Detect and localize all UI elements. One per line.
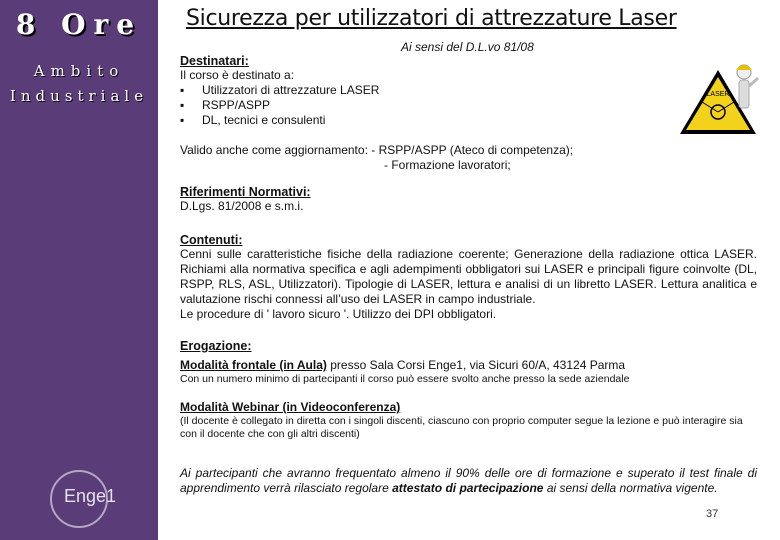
aggiornamento-line1: Valido anche come aggiornamento: - RSPP/ASPP (Ateco di competenza); [180, 143, 574, 157]
contenuti-heading: Contenuti: [180, 233, 243, 247]
destinatari-list [180, 83, 660, 128]
list-item: ▪ DL, tecnici e consulenti [180, 113, 326, 127]
course-scope-line2: Industriale [9, 87, 149, 105]
erogazione-section [180, 339, 757, 441]
frontale-line [180, 358, 757, 373]
contenuti-text: Cenni sulle caratteristiche fisiche della radiazione coerente; Generazione della radiazione ottica LASER. Richiami alla normativa specifica e agli adempimenti obbligatori sui LASER e principali figure coinvolte (DL, RSPP, RLS, ASL, Utilizzatori). Tipologie di LASER, lettura e analisi di un libretto LASER. Lettura analitica e valutazione rischi connessi all’uso dei LASER in campo industriale. [180, 247, 757, 306]
page-subtitle: Ai sensi del D.L.vo 81/08 [401, 40, 534, 54]
logo-text: Enge1 [64, 486, 117, 506]
sidebar [0, 0, 158, 540]
aggiornamento-line2: - Formazione lavoratori; [384, 158, 511, 172]
laser-warning-sign-icon [672, 56, 762, 146]
contenuti-section [180, 233, 757, 322]
attestato-bold: attestato di partecipazione [392, 481, 544, 495]
list-item: ▪ Utilizzatori di attrezzature LASER [180, 83, 380, 97]
page-title: Sicurezza per utilizzatori di attrezzature Laser [186, 6, 677, 31]
enge1-logo [50, 470, 120, 526]
destinatari-intro: Il corso è destinato a: [180, 68, 295, 82]
bullet-icon: ▪ [180, 83, 185, 97]
riferimenti-section [180, 185, 740, 214]
course-duration: 8 Ore [15, 8, 143, 41]
erogazione-heading: Erogazione: [180, 339, 252, 353]
bullet-icon: ▪ [180, 113, 185, 127]
webinar-note: (Il docente è collegato in diretta con i singoli discenti, ciascuno con proprio computer segue la lezione e può interagire sia con il docente che con gli altri discenti) [180, 415, 743, 440]
attestato-text: Ai partecipanti che avranno frequentato almeno il 90% delle ore di formazione e superato il test finale di apprendimento verrà rilasciato regolare attestato di partecipazione ai sensi della normativa vigente. [180, 466, 757, 495]
bullet-icon: ▪ [180, 98, 185, 112]
webinar-label: Modalità Webinar (in Videoconferenza) [180, 400, 401, 414]
course-scope-line1: Ambito [33, 62, 125, 80]
frontale-note: Con un numero minimo di partecipanti il corso può essere svolto anche presso la sede aziendale [180, 373, 630, 385]
contenuti-text2: Le procedure di ' lavoro sicuro '. Utilizzo dei DPI obbligatori. [180, 307, 497, 321]
riferimenti-text: D.Lgs. 81/2008 e s.m.i. [180, 199, 304, 213]
destinatari-section [180, 54, 660, 128]
frontale-label: Modalità frontale (in Aula) [180, 358, 327, 372]
sign-label: LASER [706, 91, 730, 98]
page-number: 37 [706, 508, 719, 520]
list-item: ▪ RSPP/ASPP [180, 98, 271, 112]
frontale-text: presso Sala Corsi Enge1, via Sicuri 60/A, 43124 Parma [326, 358, 626, 372]
destinatari-heading: Destinatari: [180, 54, 249, 68]
riferimenti-heading: Riferimenti Normativi: [180, 185, 311, 199]
